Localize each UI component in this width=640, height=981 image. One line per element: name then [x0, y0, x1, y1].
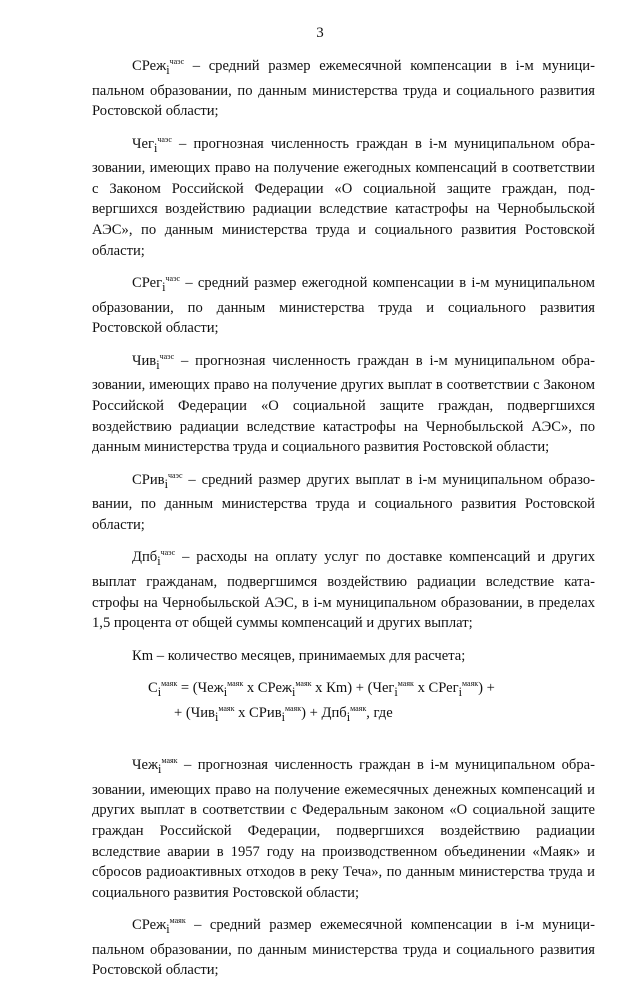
definition-dpb-chaes: Дпб$_i^{чаэс}$ – расходы на оплату услуг по доставке компенсаций и других выплат гражданам, подвергшимся воздействию радиации вследствие катастрофы на Чернобыльской АЭС, в i-м муниципальном образовании, в пределах 1,5 процента от общей суммы компенсаций и других выплат; [92, 548, 595, 632]
definition-text: – средний размер ежемесячной компенсации в i-м муниципальном образовании, по данным министерства труда и социального развития Ростовской области; [92, 58, 595, 120]
definition-chezh-mayak: Чеж$_i^{маяк}$ – прогнозная численность граждан в i-м муниципальном образовании, имеющих право на получение ежемесячных денежных компенсаций и других выплат в соответствии с Федеральным законом «О социальной защите граждан Российской Федерации, подвергшихся воздействию радиации вследствие аварии в 1957 году на производственном объединении «Маяк» и сбросов радиоактивных отходов в реку Теча», по данным министерства труда и социального развития Ростовской области; [92, 756, 595, 901]
definition-cheg-chaes: Чег$_i^{чаэс}$ – прогнозная численность граждан в i-м муниципальном образовании, имеющих право на получение ежегодных компенсаций в соответствии с Законом Российской Федерации «О социальной защите граждан, подвергшихся воздействию радиации вследствие катастрофы на Чернобыльской АЭС», по данным министерства труда и социального развития Ростовской области; [92, 134, 595, 259]
definition-sreg-month-mayak: СРеж$_i^{маяк}$ – средний размер ежемесячной компенсации в i-м муниципальном образовании, по данным министерства труда и социального развития Ростовской области; [92, 916, 595, 979]
definition-text: – расходы на оплату услуг по доставке компенсаций и других выплат гражданам, подвергшимся воздействию радиации вследствие катастрофы на Чернобыльской АЭС, в i-м муниципальном образовании, в пределах 1,5 процента от общей суммы компенсаций и других выплат; [92, 549, 595, 632]
term: Дпб [132, 549, 158, 566]
definition-text: – количество месяцев, принимаемых для расчета; [153, 647, 466, 664]
term: Чеж [132, 757, 159, 774]
definition-text: – средний размер ежемесячной компенсации в i-м муниципальном образовании, по данным министерства труда и социального развития Ростовской области; [92, 917, 595, 979]
definition-km [92, 646, 595, 667]
definition-text: – прогнозная численность граждан в i-м муниципальном образовании, имеющих право на получение ежемесячных денежных компенсаций и других выплат в соответствии с Федеральным законом «О социальной защите граждан Российской Федерации, подвергшихся воздействию радиации вследствие аварии в 1957 году на производственном объединении «Маяк» и сбросов радиоактивных отходов в реку Теча», по данным министерства труда и социального развития Ростовской области; [92, 757, 595, 901]
definition-sriv-chaes: СРив$_i^{чаэс}$ – средний размер других выплат в i-м муниципальном образовании, по данным министерства труда и социального развития Ростовской области; [92, 470, 595, 533]
term: Кm [132, 647, 154, 664]
term: СРеж [132, 917, 167, 934]
definition-sreg-month-chaes: СРеж$_i^{чаэс}$ – средний размер ежемесячной компенсации в i-м муниципальном образовании, по данным министерства труда и социального развития Ростовской области; [92, 57, 595, 120]
formula-mayak [92, 678, 595, 727]
formula-line-1: $С_i^{маяк} = (Чеж_i^{маяк}$ х СРеж$_i^{маяк}$ х Кm) + (Чег$_i^{маяк}$ х СРег$_i^{маяк}$) + [148, 679, 495, 700]
page-number: 3 [316, 25, 324, 41]
term: СРег [132, 275, 163, 292]
term: Чег [132, 135, 154, 152]
definition-text: – прогнозная численность граждан в i-м муниципальном образовании, имеющих право на получение других выплат в соответствии с Законом Российской Федерации «О социальной защите граждан, подвергшихся воздействию радиации вследствие катастрофы на Чернобыльской АЭС», по данным министерства труда и социального развития Ростовской области; [92, 352, 595, 456]
definition-sreg-year-chaes: СРег$_i^{чаэс}$ – средний размер ежегодной компенсации в i-м муниципальном образовании, по данным министерства труда и социального развития Ростовской области; [92, 274, 595, 337]
term: СРеж [132, 58, 167, 74]
definition-text: – прогнозная численность граждан в i-м муниципальном образовании, имеющих право на получение ежегодных компенсаций в соответствии с Законом Российской Федерации «О социальной защите граждан, подвергшихся воздействию радиации вследствие катастрофы на Чернобыльской АЭС», по данным министерства труда и социального развития Ростовской области; [92, 135, 595, 259]
definition-text: – средний размер ежегодной компенсации в i-м муниципальном образовании, по данным министерства труда и социального развития Ростовской области; [92, 275, 595, 337]
formula-line-2: + (Чив$_i^{маяк}$ х СРив$_i^{маяк}$) + Дпб$_i^{маяк}$, где [174, 703, 393, 724]
term: Чив [132, 352, 157, 369]
document-body [92, 56, 595, 981]
definition-text: – средний размер других выплат в i-м муниципальном образовании, по данным министерства труда и социального развития Ростовской области; [92, 471, 595, 533]
definition-chiv-chaes: Чив$_i^{чаэс}$ – прогнозная численность граждан в i-м муниципальном образовании, имеющих право на получение других выплат в соответствии с Законом Российской Федерации «О социальной защите граждан, подвергшихся воздействию радиации вследствие катастрофы на Чернобыльской АЭС», по данным министерства труда и социального развития Ростовской области; [92, 351, 595, 456]
term: СРив [132, 471, 165, 488]
